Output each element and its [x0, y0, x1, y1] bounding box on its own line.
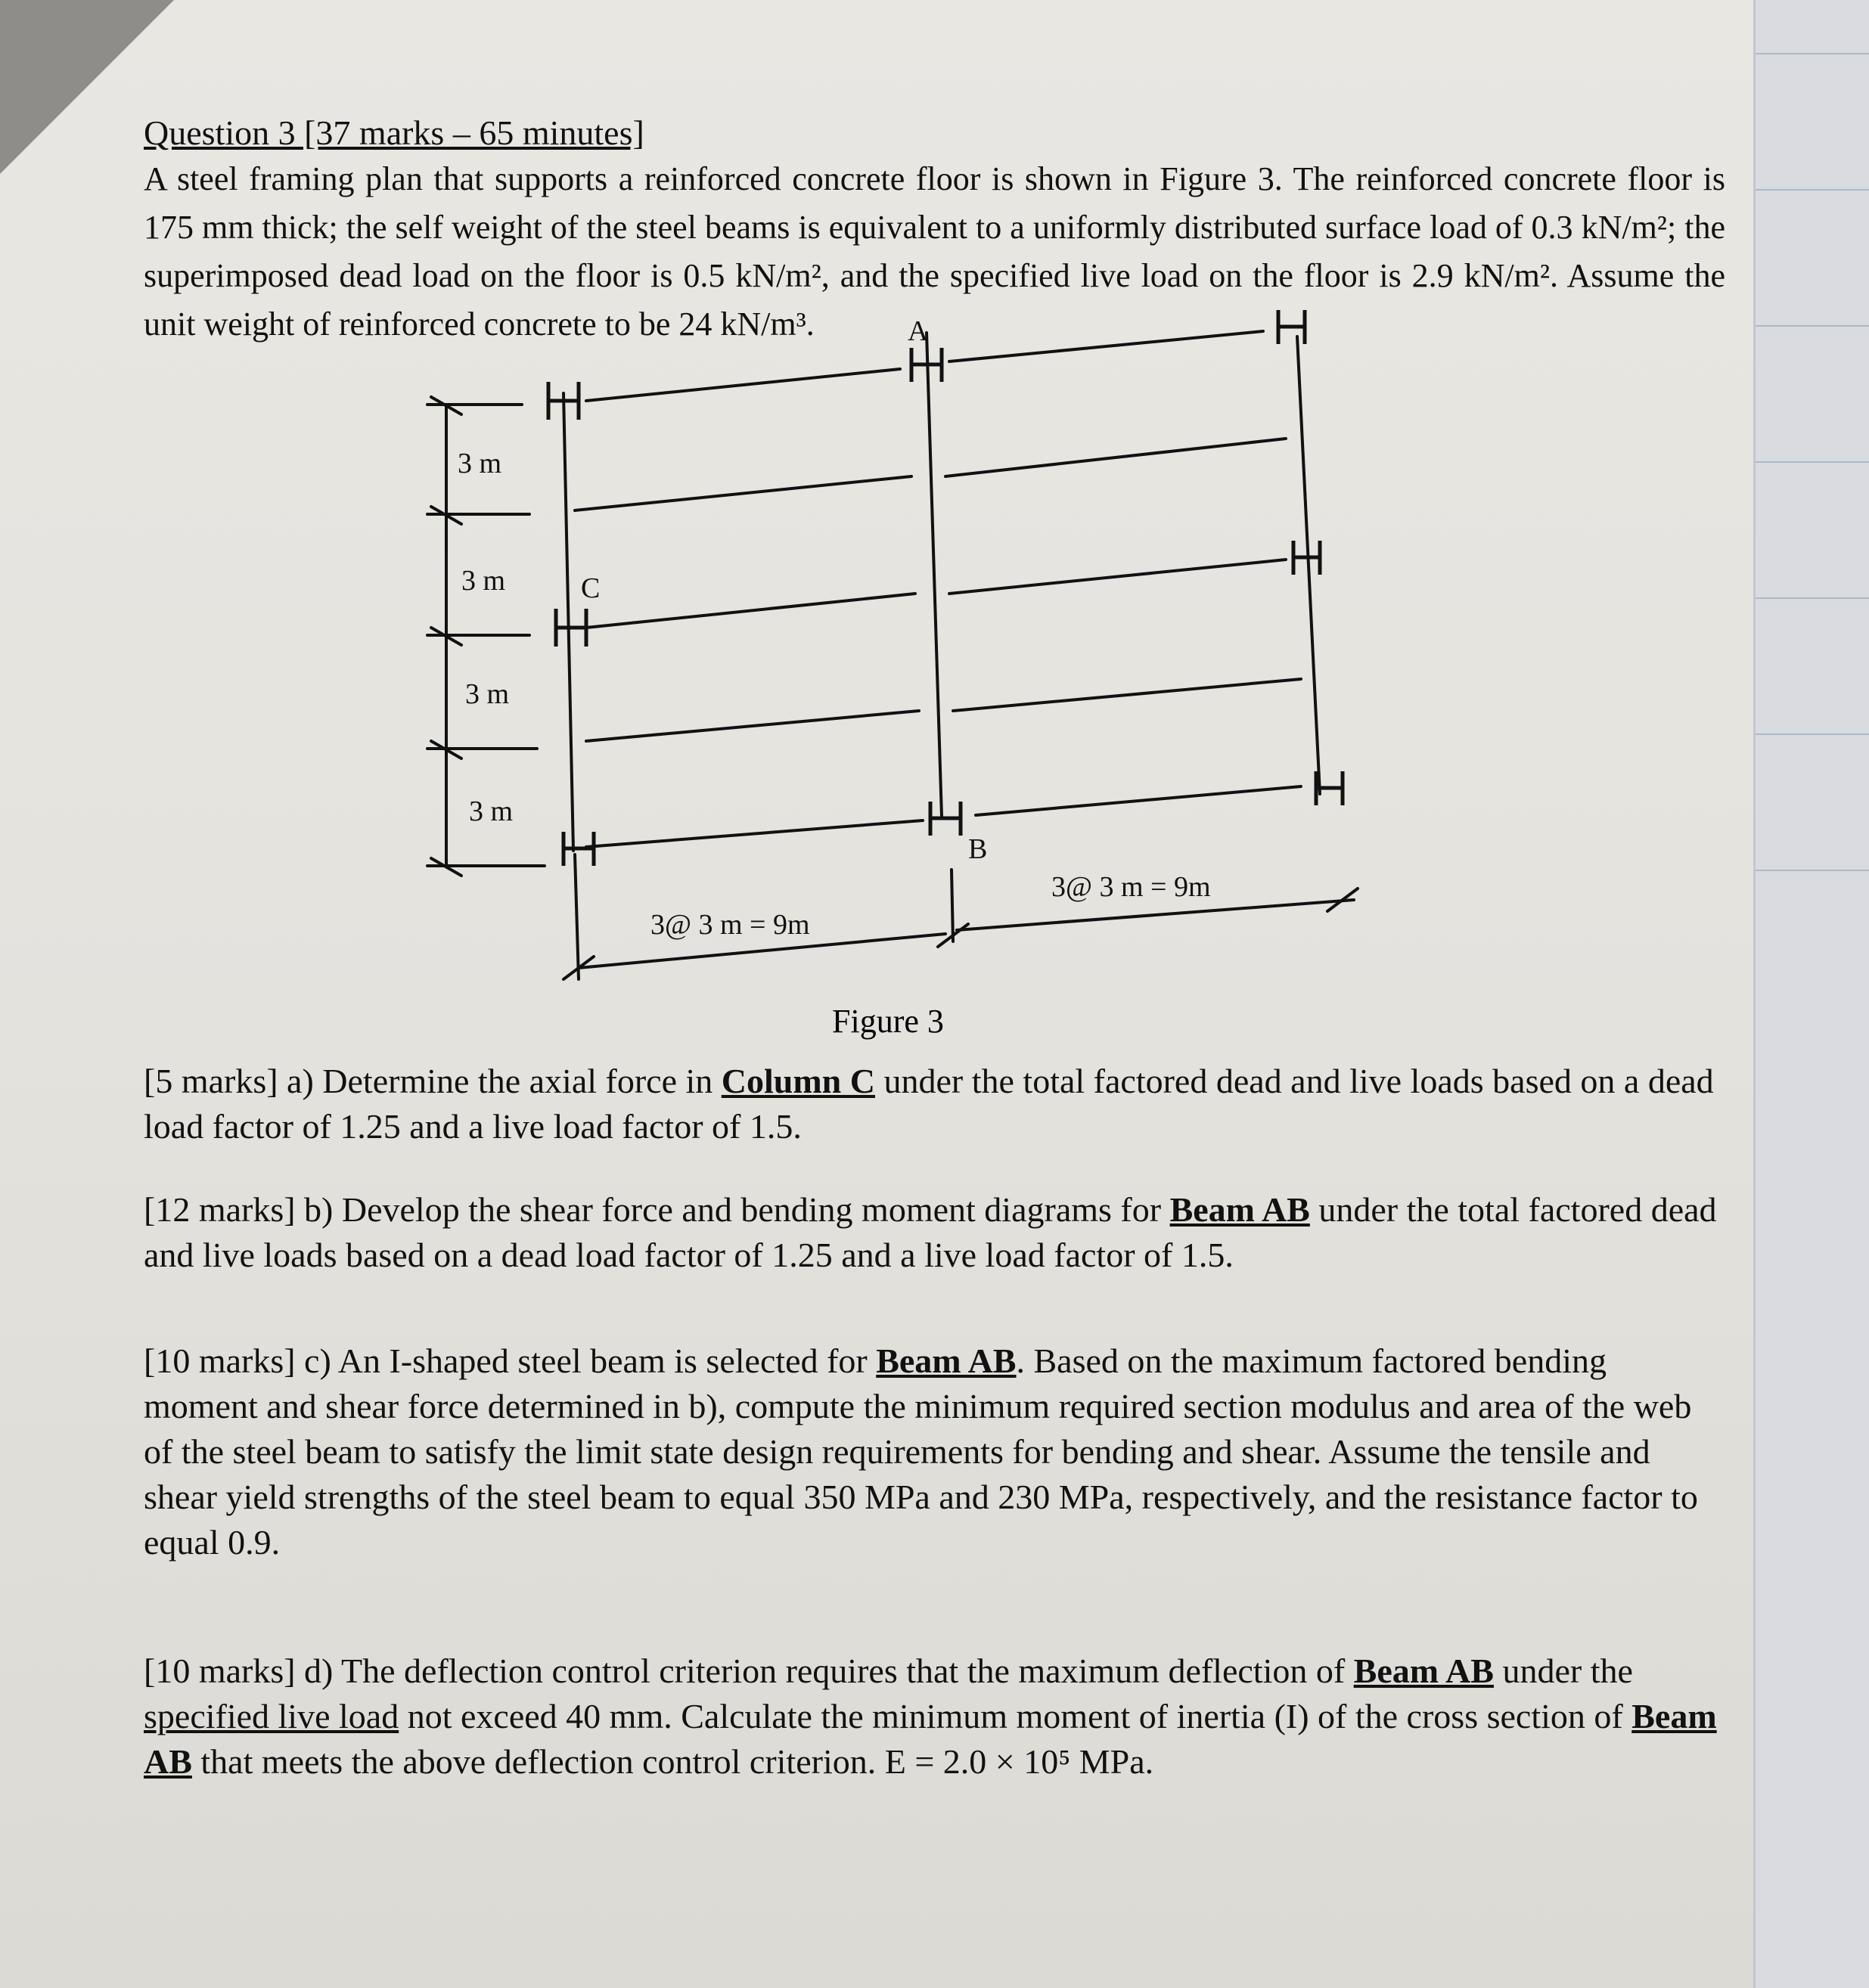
beam-right-3 [953, 679, 1301, 711]
span-label-left: 3@ 3 m = 9m [650, 909, 810, 941]
label-c: C [581, 572, 601, 604]
girder-bottom-right [976, 786, 1301, 815]
girder-top-left [586, 369, 900, 401]
dimension-line-right-span [957, 900, 1354, 930]
beam-left-3 [586, 711, 919, 741]
beam-left-2 [586, 594, 915, 628]
beam-ab-ref-2: Beam AB [144, 1697, 1717, 1781]
label-a: A [908, 315, 929, 347]
part-c: [10 marks] c) An I-shaped steel beam is selected for Beam AB. Based on the maximum factored bending moment and shear force determined in b), compute the minimum required section modulus and area of the web of the steel beam to satisfy the limit state design requirements for bending and shear. Assume the tensile and shear yield strengths of the steel beam to equal 350 MPa and 230 MPa, respectively, and the resistance factor to equal 0.9. [144, 1341, 1698, 1562]
question-title: Question 3 [37 marks – 65 minutes] [144, 113, 644, 152]
beam-ab-ref: Beam AB [1353, 1651, 1494, 1690]
girder-bottom-left [586, 820, 923, 847]
part-a: [5 marks] a) Determine the axial force in Column C under the total factored dead and live loads based on a dead load factor of 1.25 and a live load factor of 1.5. [144, 1062, 1714, 1146]
column-line-middle [927, 333, 942, 817]
part-b: [12 marks] b) Develop the shear force and bending moment diagrams for Beam AB under the total factored dead and live loads based on a dead load factor of 1.25 and a live load factor of 1.5. [144, 1190, 1717, 1274]
figure-caption: Figure 3 [832, 1003, 944, 1040]
label-b: B [968, 833, 988, 865]
beam-right-1 [945, 439, 1286, 476]
column-line-left [563, 393, 573, 851]
column-symbol-c [556, 609, 586, 647]
column-symbol-top-right [1278, 310, 1305, 344]
beam-right-2 [949, 560, 1286, 594]
part-d: [10 marks] d) The deflection control criterion requires that the maximum deflection of Beam AB under the specified live load not exceed 40 mm. Calculate the minimum moment of inertia (I) of the cross section of Beam AB that meets the above deflection control criterion. E = 2.0 × 10⁵ MPa. [144, 1651, 1717, 1781]
beam-ab-ref: Beam AB [1169, 1190, 1310, 1229]
column-c-ref: Column C [721, 1062, 875, 1100]
spacing-label-3: 3 m [465, 678, 510, 710]
column-symbol-b [930, 802, 961, 836]
beam-left-1 [575, 476, 911, 510]
spacing-label-4: 3 m [469, 796, 514, 827]
spacing-label-2: 3 m [461, 565, 506, 597]
column-line-right [1297, 337, 1320, 794]
beam-ab-ref: Beam AB [876, 1341, 1017, 1380]
column-symbol-bottom-left [563, 832, 594, 866]
specified-live-load-ref: specified live load [144, 1697, 399, 1735]
intro-text: A steel framing plan that supports a reinforced concrete floor is shown in Figure 3. The reinforced concrete floor is 175 mm thick; the self weight of the steel beams is equivalent to a uniformly distributed surface load of 0.3 kN/m²; the superimposed dead load on the floor is 0.5 kN/m², and the specified live load on the floor is 2.9 kN/m². Assume the unit weight of reinforced concrete to be 24 kN/m³. [144, 160, 1725, 343]
girder-top-right [949, 331, 1263, 361]
spacing-label-1: 3 m [458, 448, 502, 479]
span-label-right: 3@ 3 m = 9m [1051, 871, 1211, 903]
